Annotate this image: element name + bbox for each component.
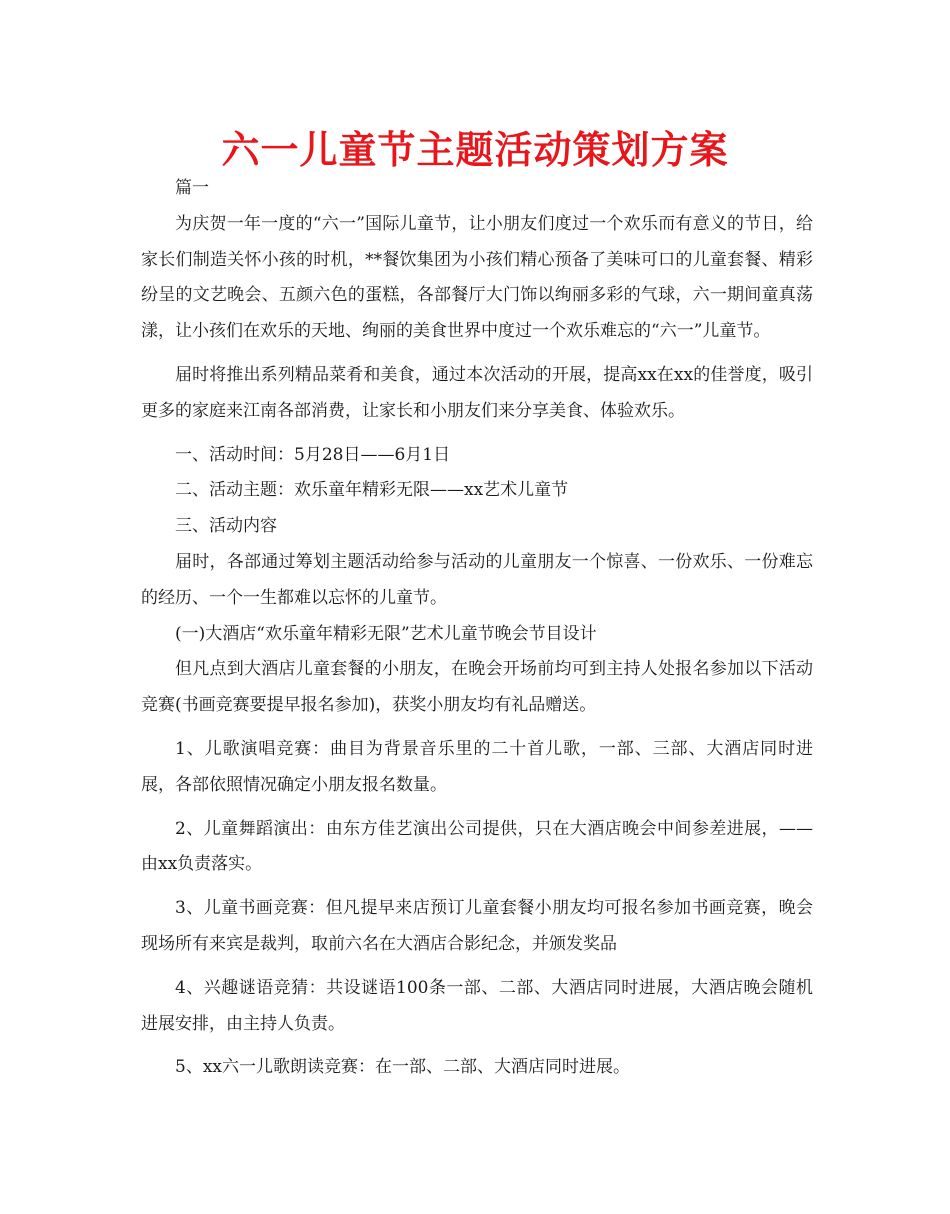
paragraph-activity-theme: 二、活动主题：欢乐童年精彩无限——xx艺术儿童节 <box>175 480 569 501</box>
document-title: 六一儿童节主题活动策划方案 <box>221 128 729 172</box>
paragraph-item-5: 5、xx六一儿歌朗读竞赛：在一部、二部、大酒店同时进展。 <box>175 1057 630 1078</box>
document-body <box>141 171 813 1086</box>
paragraph-activity-content: 届时，各部通过筹划主题活动给参与活动的儿童朋友一个惊喜、一份欢乐、一份难忘的经历、一个一生都难以忘怀的儿童节。 <box>141 551 813 608</box>
paragraph-intro: 为庆贺一年一度的“六一”国际儿童节，让小朋友们度过一个欢乐而有意义的节日，给家长们制造关怀小孩的时机，**餐饮集团为小孩们精心预备了美味可口的儿童套餐、精彩纷呈的文艺晚会、五颜六色的蛋糕，各部餐厅大门饰以绚丽多彩的气球，六一期间童真荡漾，让小孩们在欢乐的天地、绚丽的美食世界中度过一个欢乐难忘的“六一”儿童节。 <box>141 213 813 342</box>
paragraph-item-1: 1、儿歌演唱竞赛：曲目为背景音乐里的二十首儿歌，一部、三部、大酒店同时进展，各部依照情况确定小朋友报名数量。 <box>141 738 813 795</box>
paragraph-item-4: 4、兴趣谜语竞猜：共设谜语100条一部、二部、大酒店同时进展，大酒店晚会随机进展安排，由主持人负责。 <box>141 977 813 1034</box>
paragraph-activity-time: 一、活动时间：5月28日——6月1日 <box>175 444 451 465</box>
paragraph-item-3: 3、儿童书画竞赛：但凡提早来店预订儿童套餐小朋友均可报名参加书画竞赛，晚会现场所有来宾是裁判，取前六名在大酒店合影纪念，并颁发奖品 <box>141 898 813 954</box>
paragraph-hotel-program-heading: (一)大酒店“欢乐童年精彩无限”艺术儿童节晚会节目设计 <box>175 623 597 644</box>
paragraph-activity-content-heading: 三、活动内容 <box>175 516 277 537</box>
paragraph-registration: 但凡点到大酒店儿童套餐的小朋友，在晚会开场前均可到主持人处报名参加以下活动竞赛(书画竞赛要提早报名参加)，获奖小朋友均有礼品赠送。 <box>141 659 813 716</box>
paragraph-item-2: 2、儿童舞蹈演出：由东方佳艺演出公司提供，只在大酒店晚会中间参差进展，——由xx负责落实。 <box>141 818 813 875</box>
paragraph-section-label: 篇一 <box>175 178 209 198</box>
paragraph-purpose: 届时将推出系列精品菜肴和美食，通过本次活动的开展，提高xx在xx的佳誉度，吸引更多的家庭来江南各部消费，让家长和小朋友们来分享美食、体验欢乐。 <box>141 364 813 421</box>
